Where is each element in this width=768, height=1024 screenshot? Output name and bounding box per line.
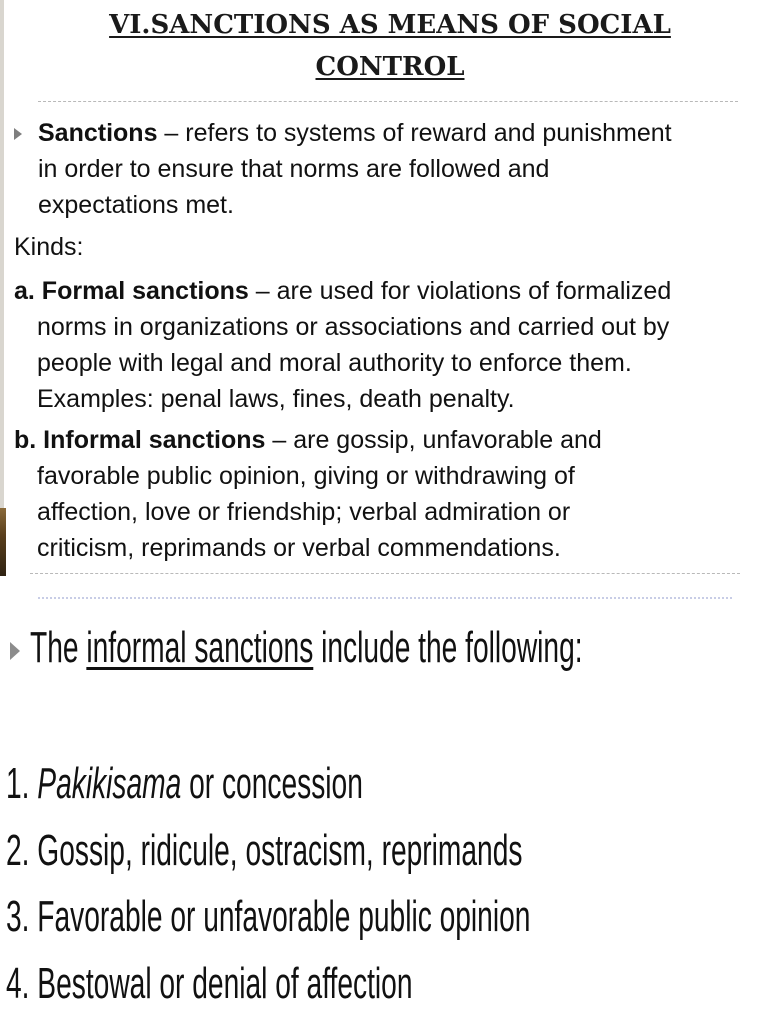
kinds-label: Kinds: [14,233,84,261]
list-item-text: Gossip, ridicule, ostracism, reprimands [37,826,523,875]
informal-line-4: criticism, reprimands or verbal commendations. [37,534,561,562]
bottom-divider [30,573,740,574]
informal-line-1: – are gossip, unfavorable and [265,426,602,454]
formal-sanctions-term: a. Formal sanctions [14,277,249,305]
informal-sanctions-item [14,422,754,566]
slide-title [0,4,768,88]
informal-line-2: favorable public opinion, giving or withdrawing of [37,462,575,490]
list-item-number: 2. [6,826,38,875]
list-item [6,959,413,1009]
list-item-text: Favorable or unfavorable public opinion [37,892,531,941]
title-line-1: VI.SANCTIONS AS MEANS OF SOCIAL [109,10,671,40]
list-item [6,892,530,942]
formal-line-4: Examples: penal laws, fines, death penalty. [37,385,515,413]
title-line-2: CONTROL [315,52,465,82]
informal-line-3: affection, love or friendship; verbal admiration or [37,498,571,526]
formal-sanctions-item [14,273,754,417]
informal-sanctions-intro [30,623,583,673]
list-item-term: Pakikisama [37,759,182,808]
formal-line-1: – are used for violations of formalized [248,277,672,305]
formal-line-2: norms in organizations or associations and carried out by [37,313,670,341]
formal-line-3: people with legal and moral authority to enforce them. [37,349,632,377]
bullet-arrow-icon [10,642,20,660]
top-divider [38,597,732,599]
informal-sanctions-term: b. Informal sanctions [14,426,266,454]
sanctions-line-2: in order to ensure that norms are followed and [38,155,550,183]
list-item-number: 3. [6,892,38,941]
list-item [6,826,522,876]
slide-informal-sanctions [0,576,768,1024]
list-item-text: or concession [181,759,363,808]
sanctions-line-1: – refers to systems of reward and punishment [157,119,672,147]
intro-term: informal sanctions [86,623,314,672]
list-item-number: 4. [6,959,38,1008]
sanctions-definition [38,115,758,223]
intro-text-after: include the following: [313,623,583,672]
decorative-image-strip [0,508,6,576]
list-item-text: Bestowal or denial of affection [37,959,413,1008]
intro-text-before: The [30,623,87,672]
list-item-number: 1. [6,759,38,808]
title-divider [38,101,738,102]
bullet-arrow-icon [14,128,22,140]
sanctions-term: Sanctions [38,119,158,147]
list-item [6,759,363,809]
sanctions-line-3: expectations met. [38,191,234,219]
